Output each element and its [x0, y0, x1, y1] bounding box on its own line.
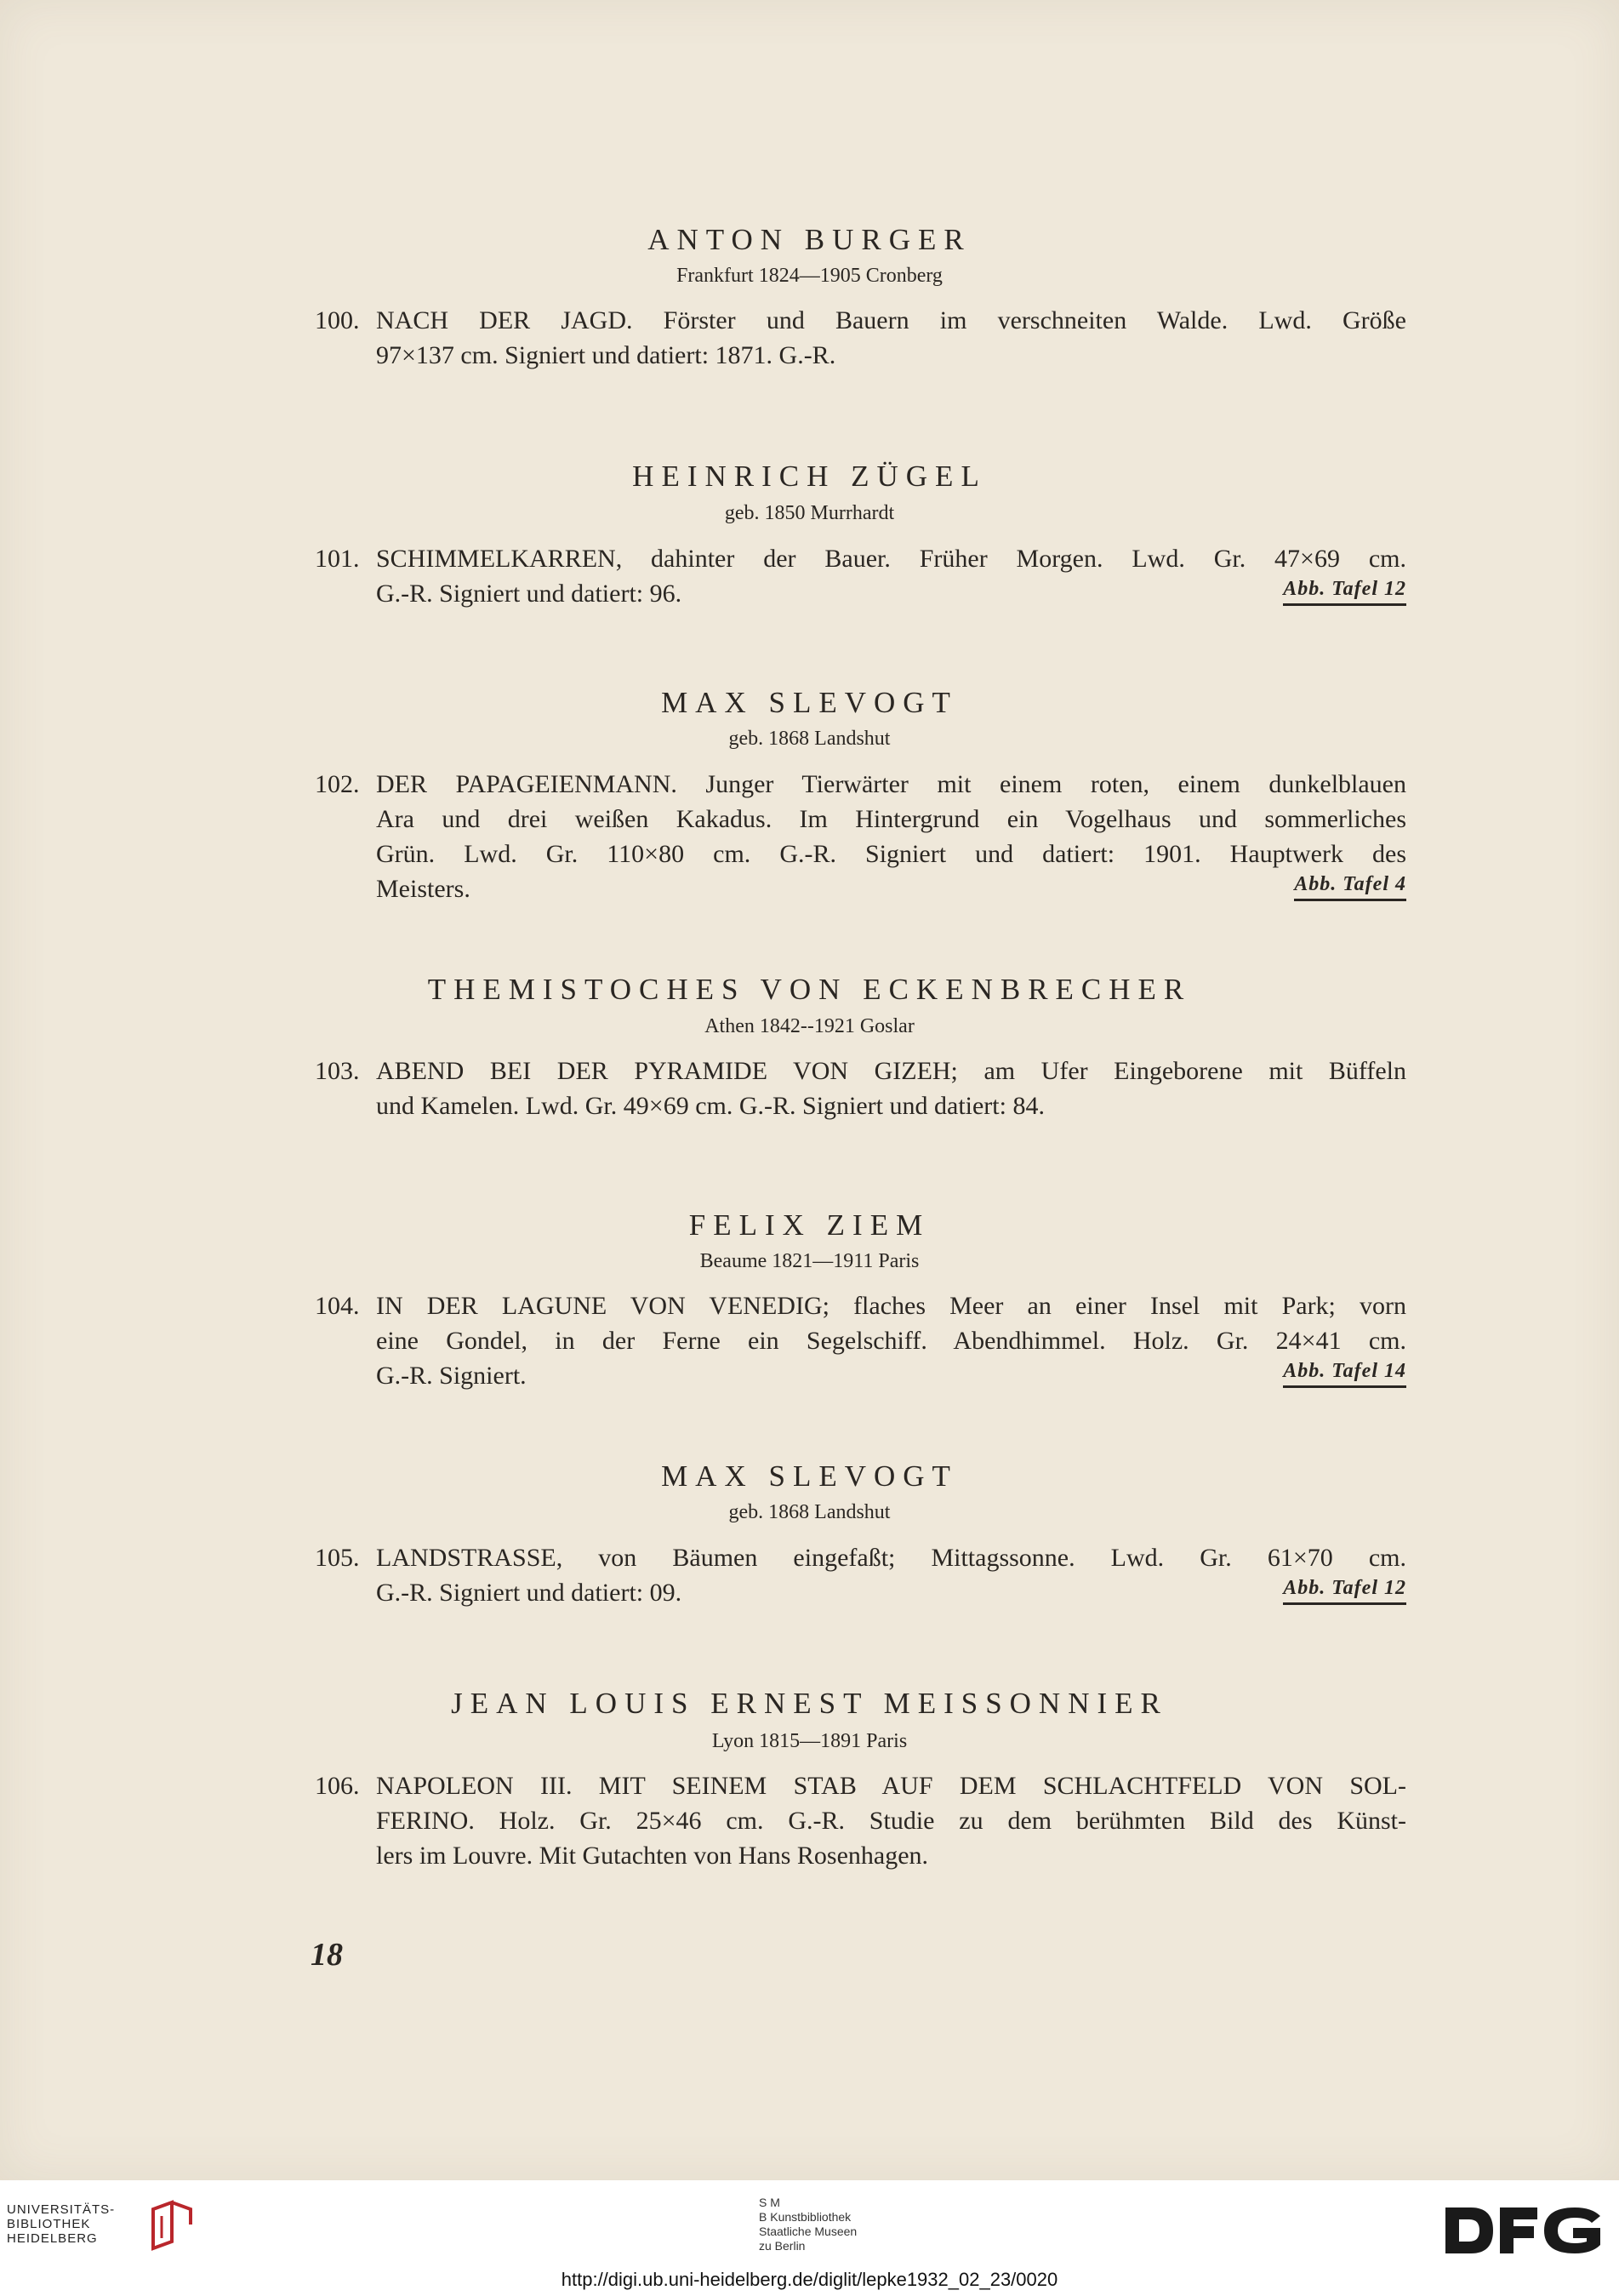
- artist-dates: Athen 1842--1921 Goslar: [704, 1015, 915, 1037]
- catalog-entry: [315, 1288, 1406, 1393]
- catalog-entry: [315, 1540, 1406, 1610]
- entry-text-line: Grün. Lwd. Gr. 110×80 cm. G.-R. Signiert und datiert: 1901. Hauptwerk des: [376, 840, 1406, 868]
- plate-reference: Abb. Tafel 4: [1294, 871, 1406, 901]
- museum-credit: S M B Kunstbibliothek Staatliche Museen zu Berlin: [759, 2196, 858, 2253]
- plate-reference: Abb. Tafel 12: [1283, 576, 1406, 606]
- artist-name: FELIX ZIEM: [688, 1208, 931, 1242]
- entry-text-line: FERINO. Holz. Gr. 25×46 cm. G.-R. Studie zu dem berühmten Bild des Künst-: [376, 1807, 1406, 1835]
- entry-text-line: NACH DER JAGD. Förster und Bauern im verschneiten Walde. Lwd. Größe: [376, 306, 1406, 334]
- library-logo-icon: [150, 2199, 194, 2252]
- entry-text-line: G.-R. Signiert.: [376, 1362, 527, 1390]
- artist-dates: Beaume 1821—1911 Paris: [699, 1250, 920, 1272]
- catalog-entry: [315, 1768, 1406, 1873]
- entry-text-line: SCHIMMELKARREN, dahinter der Bauer. Früher Morgen. Lwd. Gr. 47×69 cm.: [376, 545, 1406, 573]
- entry-text-line: 97×137 cm. Signiert und datiert: 1871. G.-R.: [376, 341, 836, 369]
- catalog-entry: [315, 541, 1406, 611]
- catalog-entry: [315, 767, 1406, 906]
- entry-number: 102.: [315, 770, 360, 798]
- artist-name: MAX SLEVOGT: [661, 1459, 958, 1493]
- artist-dates: geb. 1850 Murrhardt: [724, 502, 895, 524]
- entry-text-line: Meisters.: [376, 875, 470, 903]
- entry-number: 100.: [315, 306, 360, 334]
- plate-reference: Abb. Tafel 14: [1283, 1358, 1406, 1388]
- entry-text-line: Ara und drei weißen Kakadus. Im Hintergrund ein Vogelhaus und sommerliches: [376, 805, 1406, 833]
- entry-text-line: G.-R. Signiert und datiert: 96.: [376, 580, 682, 608]
- entry-text-line: NAPOLEON III. MIT SEINEM STAB AUF DEM SCHLACHTFELD VON SOL-: [376, 1772, 1406, 1800]
- artist-dates: Frankfurt 1824—1905 Cronberg: [676, 265, 943, 287]
- entry-text-line: G.-R. Signiert und datiert: 09.: [376, 1579, 682, 1607]
- catalog-entry: [315, 1054, 1406, 1123]
- catalog-entry: [315, 303, 1406, 373]
- entry-text-line: eine Gondel, in der Ferne ein Segelschiff. Abendhimmel. Holz. Gr. 24×41 cm.: [376, 1327, 1406, 1355]
- dfg-logo-icon: [1442, 2204, 1604, 2257]
- entry-number: 106.: [315, 1772, 360, 1800]
- entry-text-line: DER PAPAGEIENMANN. Junger Tierwärter mit einem roten, einem dunkelblauen: [376, 770, 1406, 798]
- artist-name: HEINRICH ZÜGEL: [632, 460, 987, 493]
- artist-dates: geb. 1868 Landshut: [728, 1501, 891, 1523]
- entry-text-line: IN DER LAGUNE VON VENEDIG; flaches Meer an einer Insel mit Park; vorn: [376, 1292, 1406, 1320]
- artist-name: ANTON BURGER: [647, 223, 972, 256]
- artist-name: MAX SLEVOGT: [661, 686, 958, 719]
- page-number: 18: [311, 1937, 343, 1973]
- entry-number: 105.: [315, 1544, 360, 1572]
- entry-number: 101.: [315, 545, 360, 573]
- entry-text-line: LANDSTRASSE, von Bäumen eingefaßt; Mittagssonne. Lwd. Gr. 61×70 cm.: [376, 1544, 1406, 1572]
- plate-reference: Abb. Tafel 12: [1283, 1575, 1406, 1605]
- entry-number: 104.: [315, 1292, 360, 1320]
- entry-text-line: lers im Louvre. Mit Gutachten von Hans Rosenhagen.: [376, 1842, 929, 1870]
- permalink-url[interactable]: http://digi.ub.uni-heidelberg.de/diglit/lepke1932_02_23/0020: [561, 2269, 1058, 2290]
- artist-dates: geb. 1868 Landshut: [728, 728, 891, 750]
- artist-name: JEAN LOUIS ERNEST MEISSONNIER: [451, 1687, 1168, 1720]
- artist-dates: Lyon 1815—1891 Paris: [711, 1730, 908, 1752]
- entry-text-line: und Kamelen. Lwd. Gr. 49×69 cm. G.-R. Signiert und datiert: 84.: [376, 1092, 1045, 1120]
- library-logo-text: UNIVERSITÄTS- BIBLIOTHEK HEIDELBERG: [7, 2202, 116, 2246]
- artist-name: THEMISTOCHES VON ECKENBRECHER: [427, 973, 1192, 1006]
- entry-text-line: ABEND BEI DER PYRAMIDE VON GIZEH; am Ufer Eingeborene mit Büffeln: [376, 1057, 1406, 1085]
- entry-number: 103.: [315, 1057, 360, 1085]
